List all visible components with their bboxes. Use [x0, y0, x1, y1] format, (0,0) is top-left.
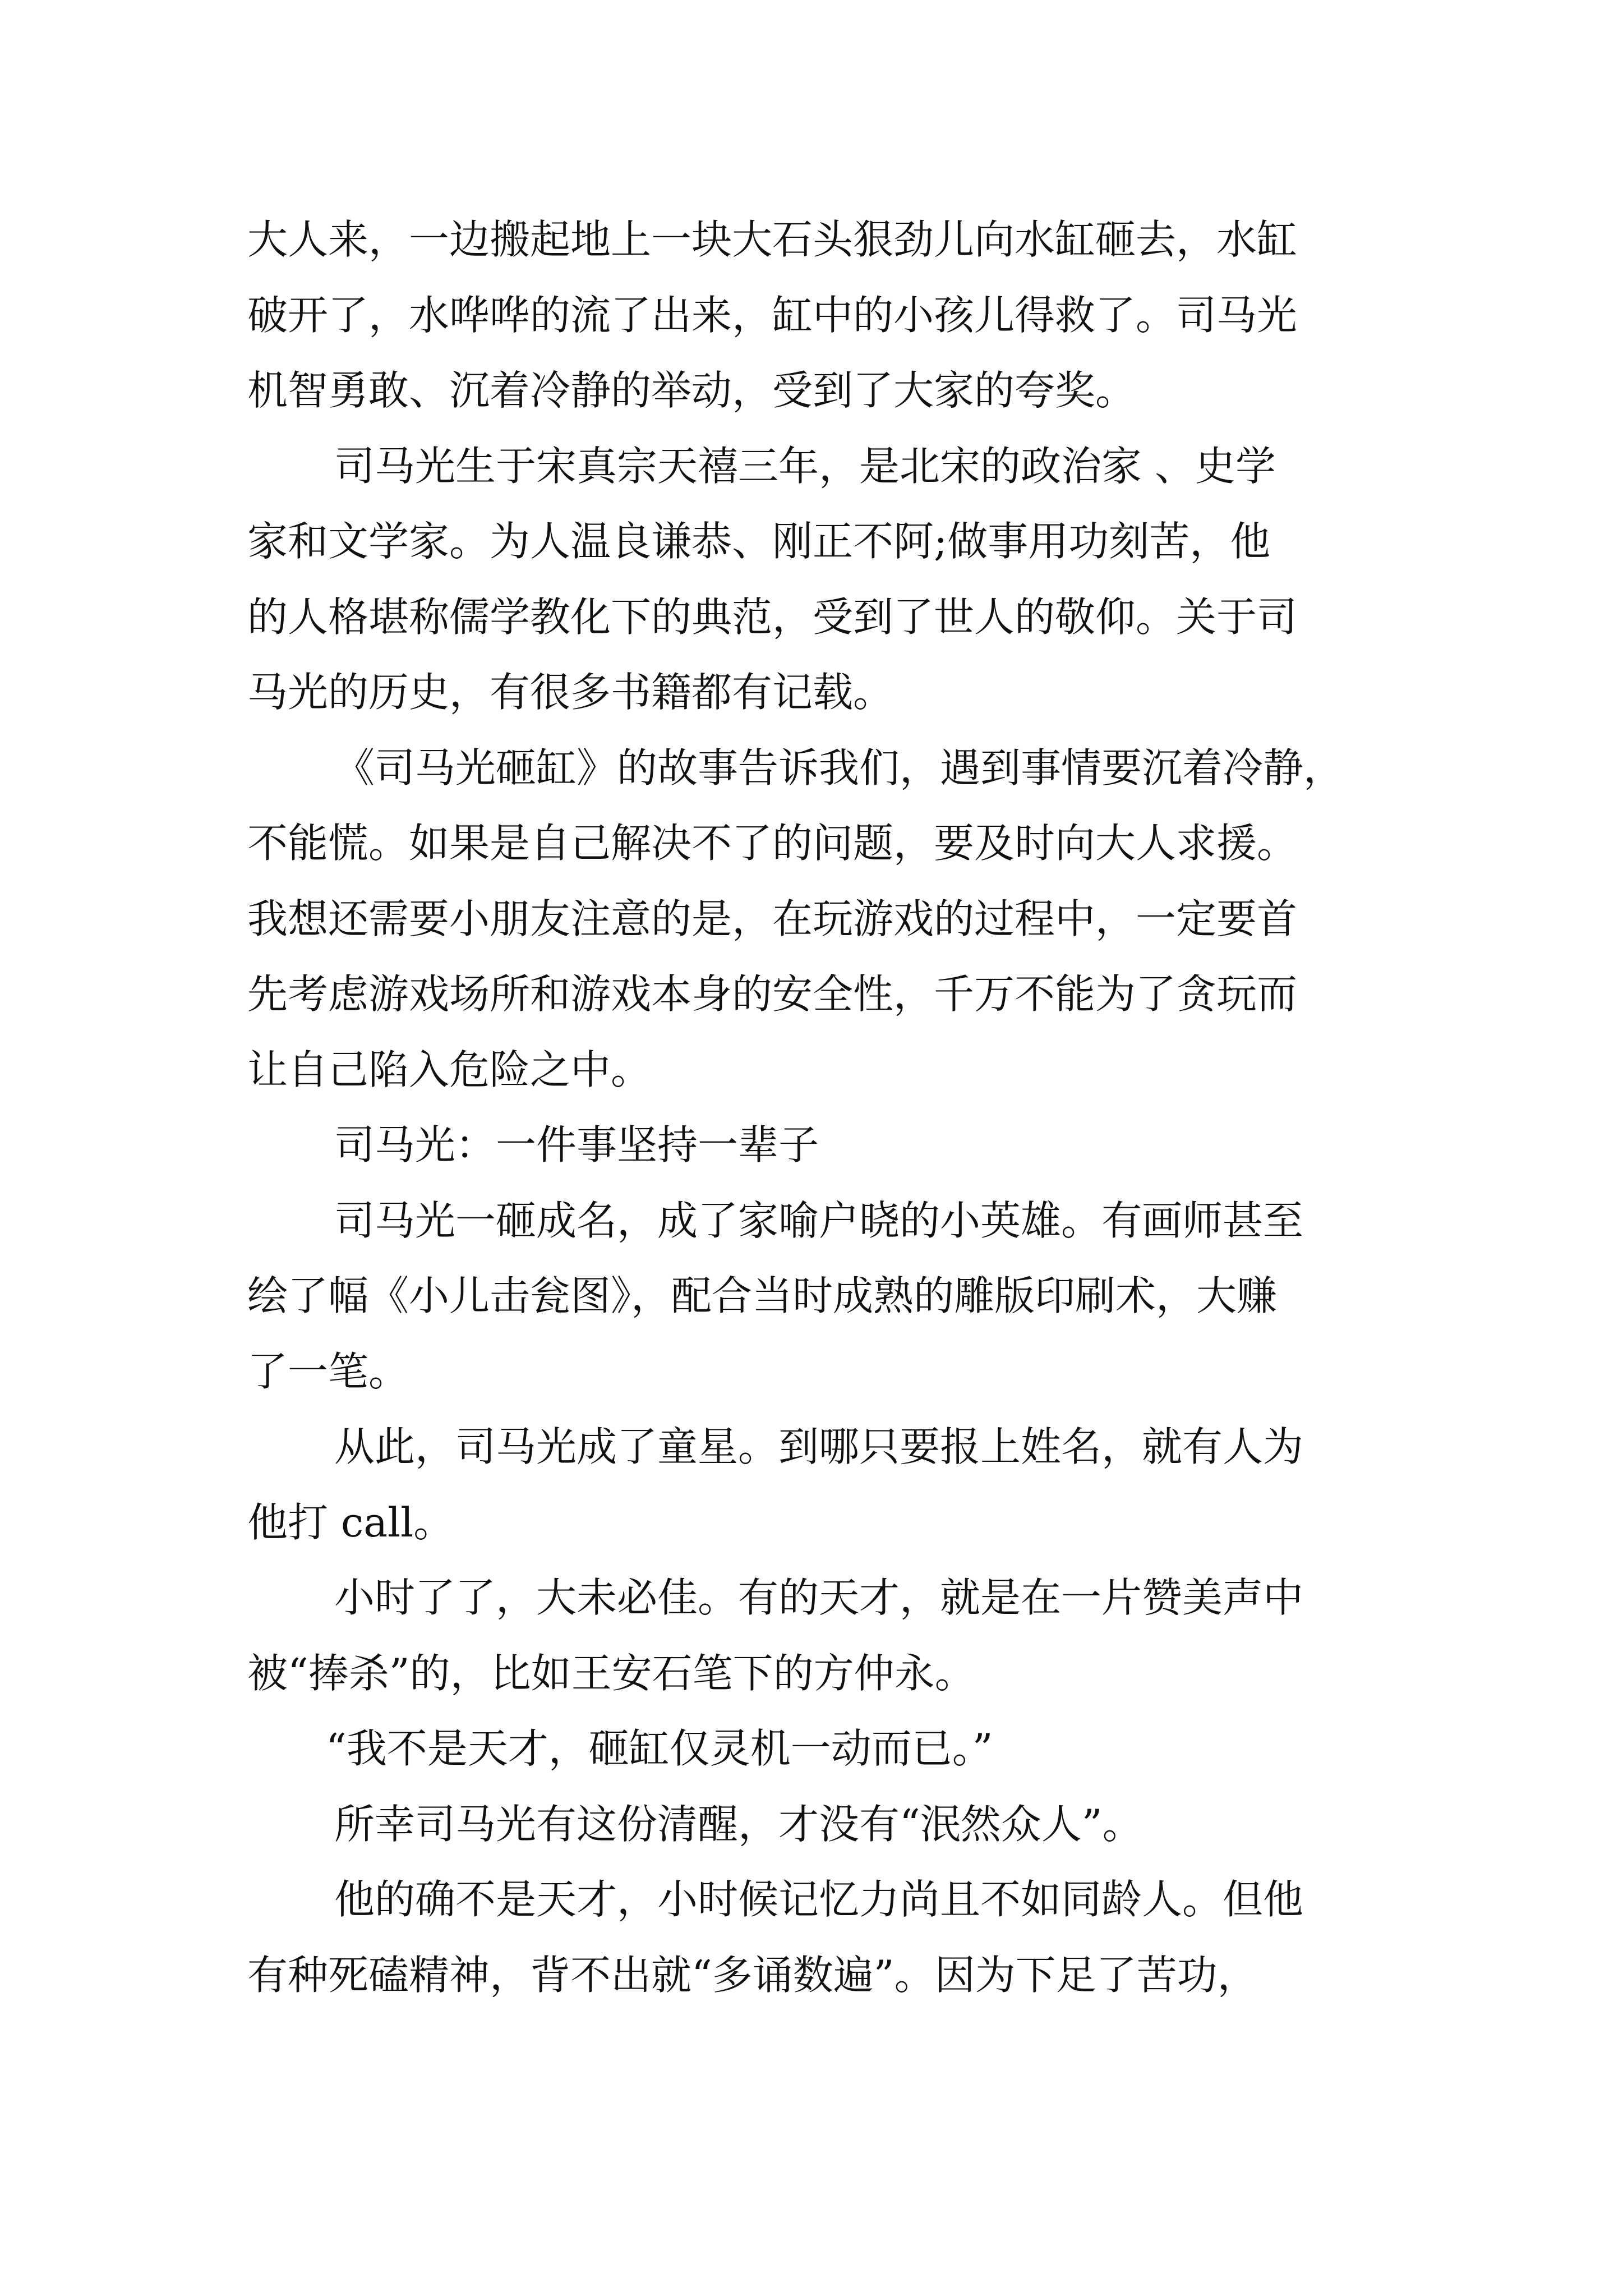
text-line: 家和文学家。为人温良谦恭、刚正不阿;做事用功刻苦，他 — [247, 518, 1271, 565]
text-line: 我想还需要小朋友注意的是，在玩游戏的过程中，一定要首 — [247, 895, 1298, 942]
paragraph-first-line: 小时了了，大未必佳。有的天才，就是在一片赞美声中 — [334, 1574, 1304, 1621]
text-line: 有种死磕精神，背不出就“多诵数遍”。因为下足了苦功， — [247, 1951, 1258, 1999]
text-line: 先考虑游戏场所和游戏本身的安全性，千万不能为了贪玩而 — [247, 970, 1298, 1018]
text-line: 让自己陷入危险之中。 — [247, 1046, 652, 1093]
text-line: 绘了幅《小儿击瓮图》，配合当时成熟的雕版印刷术，大赚 — [247, 1272, 1278, 1319]
text-line: 了一笔。 — [247, 1347, 409, 1395]
text-line: 被“捧杀”的，比如王安石笔下的方仲永。 — [247, 1649, 975, 1697]
quote-line: “我不是天才，砸缸仅灵机一动而已。” — [326, 1725, 993, 1772]
text-line: 破开了，水哗哗的流了出来，缸中的小孩儿得救了。司马光 — [247, 291, 1298, 339]
paragraph-first-line: 从此，司马光成了童星。到哪只要报上姓名，就有人为 — [334, 1423, 1304, 1470]
section-heading: 司马光：一件事坚持一辈子 — [334, 1121, 819, 1168]
paragraph-first-line: 《司马光砸缸》的故事告诉我们，遇到事情要沉着冷静， — [334, 744, 1344, 792]
paragraph-first-line: 他的确不是天才，小时候记忆力尚且不如同龄人。但他 — [334, 1876, 1304, 1923]
text-line: 的人格堪称儒学教化下的典范，受到了世人的敬仰。关于司 — [247, 593, 1298, 641]
text-line: 他打 call。 — [247, 1498, 454, 1546]
body-text — [247, 202, 1403, 2013]
text-line: 不能慌。如果是自己解决不了的问题，要及时向大人求援。 — [247, 820, 1298, 867]
paragraph-first-line: 司马光生于宋真宗天禧三年，是北宋的政治家 、史学 — [334, 442, 1276, 490]
paragraph-first-line: 所幸司马光有这份清醒，才没有“泯然众人”。 — [334, 1800, 1143, 1848]
paragraph-first-line: 司马光一砸成名，成了家喻户晓的小英雄。有画师甚至 — [334, 1197, 1304, 1244]
text-line: 机智勇敢、沉着冷静的举动，受到了大家的夸奖。 — [247, 367, 1136, 414]
text-line: 马光的历史，有很多书籍都有记载。 — [247, 669, 894, 716]
text-line: 大人来，一边搬起地上一块大石头狠劲儿向水缸砸去，水缸 — [247, 216, 1298, 263]
